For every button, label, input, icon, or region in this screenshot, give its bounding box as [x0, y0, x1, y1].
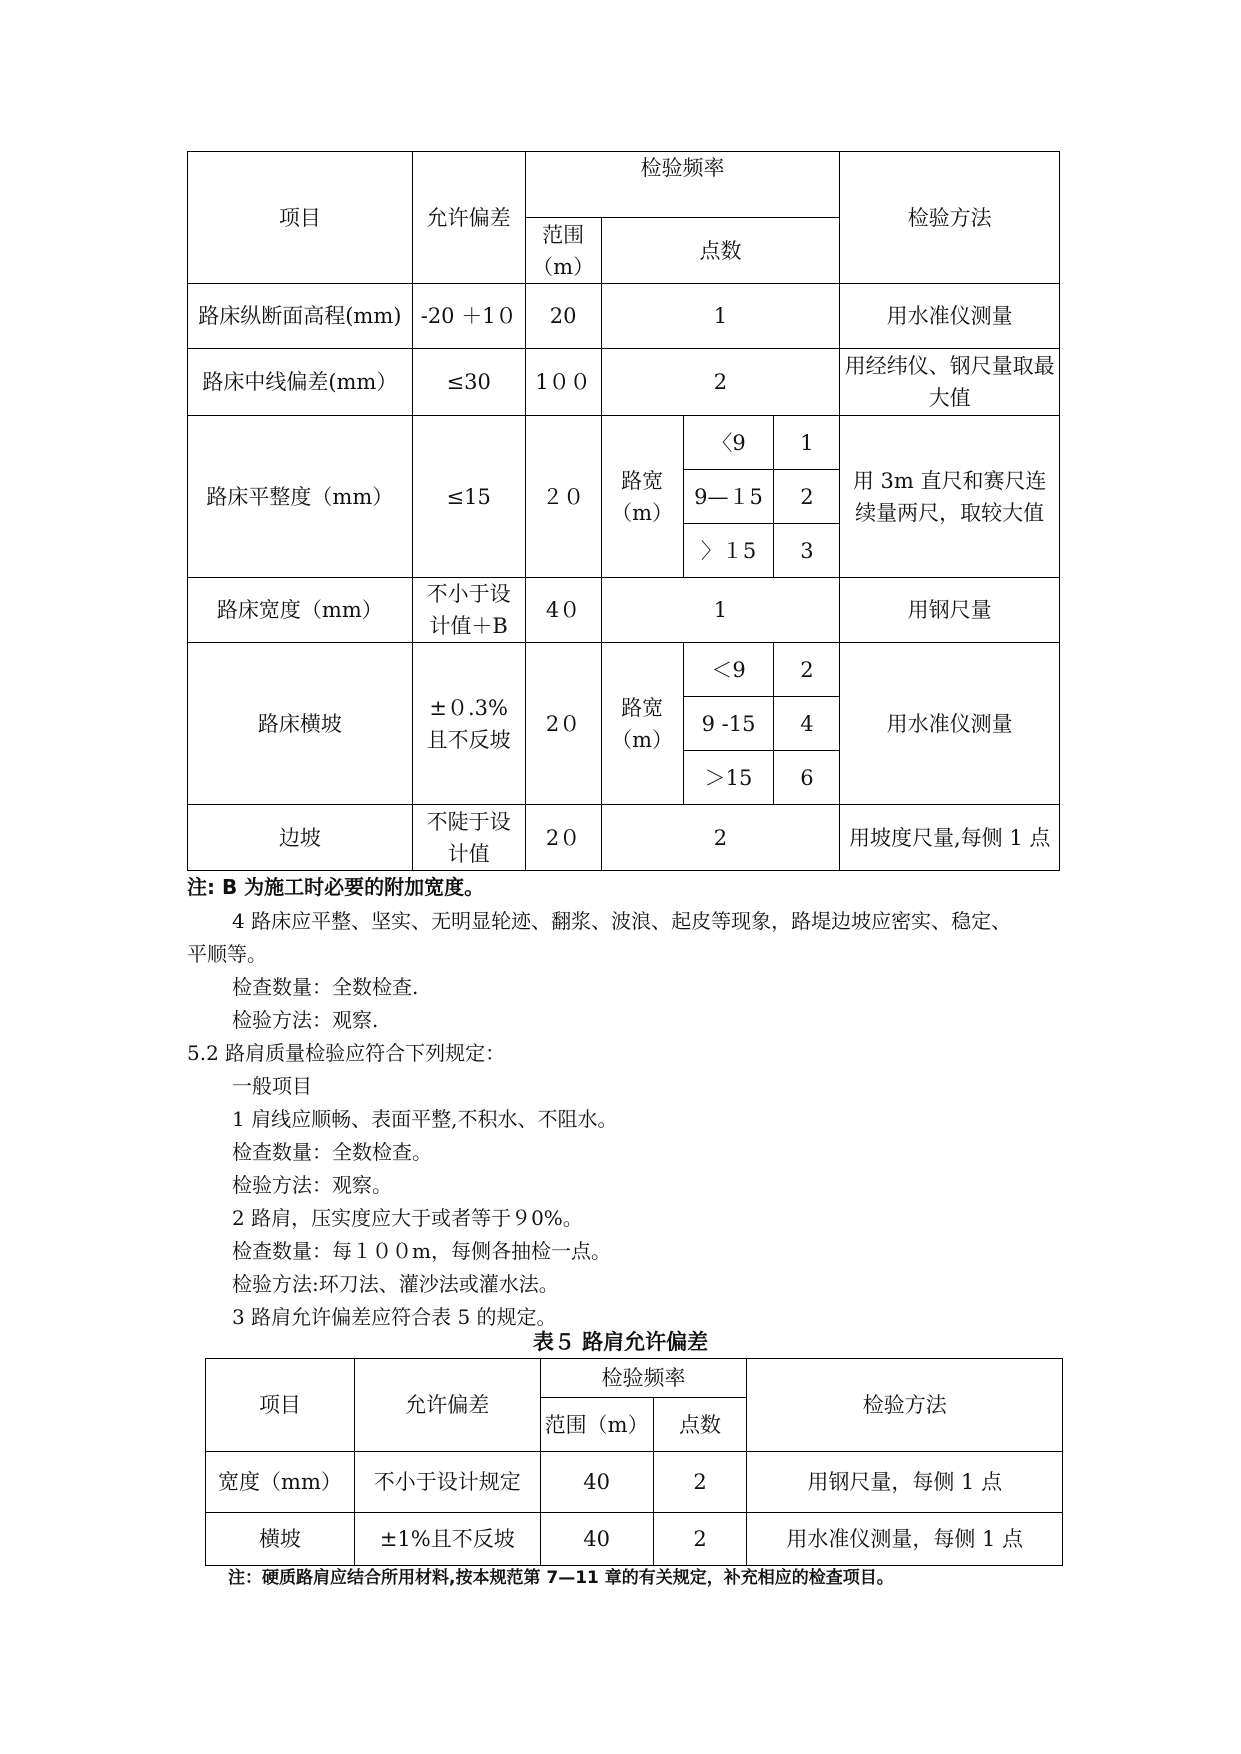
- row-sub-label: 路宽（m）: [601, 643, 683, 805]
- table-row: [206, 1452, 1063, 1513]
- row-method: 用 3m 直尺和赛尺连续量两尺，取较大值: [840, 416, 1060, 578]
- paragraph: 检验方法：观察.: [232, 1008, 379, 1032]
- table-row: [188, 643, 1060, 697]
- table-subgrade-tolerance: [187, 151, 1060, 871]
- row-range: 2０: [525, 805, 601, 871]
- header-method: 检验方法: [840, 152, 1060, 284]
- row-range: 2０: [525, 643, 601, 805]
- row-range: 20: [525, 284, 601, 349]
- section-heading: 5.2 路肩质量检验应符合下列规定：: [187, 1041, 506, 1065]
- row-width-points: 6: [774, 751, 840, 805]
- row-width-range: 9—１5: [683, 470, 774, 524]
- row-item: 路床平整度（mm）: [188, 416, 413, 578]
- row-tolerance: ±1%且不反坡: [354, 1513, 540, 1566]
- paragraph: 检查数量：全数检查。: [232, 1140, 432, 1164]
- row-method: 用钢尺量: [840, 578, 1060, 643]
- row-item: 边坡: [188, 805, 413, 871]
- row-method: 用水准仪测量: [840, 643, 1060, 805]
- row-points: 1: [601, 578, 840, 643]
- paragraph: 检验方法：观察。: [232, 1173, 392, 1197]
- row-width-range: ＜9: [683, 643, 774, 697]
- row-tolerance: ±０.3% 且不反坡: [412, 643, 525, 805]
- header-tolerance: 允许偏差: [354, 1359, 540, 1452]
- paragraph: 2 路肩，压实度应大于或者等于９0%。: [232, 1206, 583, 1230]
- header-range: 范围（m）: [525, 218, 601, 284]
- row-width-range: 〈9: [683, 416, 774, 470]
- row-width-points: 2: [774, 470, 840, 524]
- row-method: 用水准仪测量: [840, 284, 1060, 349]
- paragraph: 检查数量：全数检查.: [232, 975, 419, 999]
- header-item: 项目: [188, 152, 413, 284]
- row-range: 40: [540, 1452, 653, 1513]
- row-range: 4０: [525, 578, 601, 643]
- paragraph: 检查数量：每１００m，每侧各抽检一点。: [232, 1239, 611, 1263]
- row-width-range: ＞15: [683, 751, 774, 805]
- table-note: 注：硬质路肩应结合所用材料,按本规范第 7—11 章的有关规定，补充相应的检查项目。: [228, 1568, 894, 1588]
- table-title: 表５ 路肩允许偏差: [532, 1330, 709, 1354]
- row-tolerance: -20 ＋1０: [412, 284, 525, 349]
- table-row: [188, 805, 1060, 871]
- header-frequency: 检验频率: [540, 1359, 747, 1398]
- header-frequency: 检验频率: [525, 152, 840, 218]
- paragraph: 1 肩线应顺畅、表面平整,不积水、不阻水。: [232, 1107, 618, 1131]
- row-points: 2: [653, 1513, 747, 1566]
- table-shoulder-tolerance: [205, 1358, 1063, 1566]
- row-item: 路床纵断面高程(mm): [188, 284, 413, 349]
- row-range: ２０: [525, 416, 601, 578]
- row-item: 路床中线偏差(mm）: [188, 349, 413, 416]
- header-item: 项目: [206, 1359, 355, 1452]
- header-tolerance: 允许偏差: [412, 152, 525, 284]
- row-tolerance: ≤15: [412, 416, 525, 578]
- row-width-points: 4: [774, 697, 840, 751]
- row-width-points: 2: [774, 643, 840, 697]
- row-tolerance: ≤30: [412, 349, 525, 416]
- row-tolerance: 不小于设计规定: [354, 1452, 540, 1513]
- paragraph: 4 路床应平整、坚实、无明显轮迹、翻浆、波浪、起皮等现象，路堤边坡应密实、稳定、: [232, 909, 1012, 933]
- row-range: 40: [540, 1513, 653, 1566]
- table-row: [188, 578, 1060, 643]
- row-width-range: 9 -15: [683, 697, 774, 751]
- row-points: 2: [653, 1452, 747, 1513]
- table-row: [188, 284, 1060, 349]
- header-points: 点数: [601, 218, 840, 284]
- table-row: [206, 1513, 1063, 1566]
- row-width-points: 1: [774, 416, 840, 470]
- paragraph: 检验方法:环刀法、灌沙法或灌水法。: [232, 1272, 559, 1296]
- row-tolerance: 不小于设计值＋B: [412, 578, 525, 643]
- row-item: 宽度（mm）: [206, 1452, 355, 1513]
- header-range: 范围（m）: [540, 1398, 653, 1452]
- row-item: 路床横坡: [188, 643, 413, 805]
- row-width-range: 〉１5: [683, 524, 774, 578]
- header-points: 点数: [653, 1398, 747, 1452]
- header-method: 检验方法: [747, 1359, 1063, 1452]
- row-points: 2: [601, 349, 840, 416]
- row-method: 用钢尺量，每侧 1 点: [747, 1452, 1063, 1513]
- row-item: 横坡: [206, 1513, 355, 1566]
- row-points: 1: [601, 284, 840, 349]
- table-row: [188, 416, 1060, 470]
- table-note: 注: B 为施工时必要的附加宽度。: [187, 875, 485, 899]
- table-row: [188, 349, 1060, 416]
- paragraph: 3 路肩允许偏差应符合表 5 的规定。: [232, 1305, 557, 1329]
- row-range: 1００: [525, 349, 601, 416]
- row-method: 用经纬仪、钢尺量取最大值: [840, 349, 1060, 416]
- paragraph: 平顺等。: [187, 942, 267, 966]
- row-method: 用坡度尺量,每侧 1 点: [840, 805, 1060, 871]
- paragraph: 一般项目: [232, 1074, 312, 1098]
- row-item: 路床宽度（mm）: [188, 578, 413, 643]
- row-points: 2: [601, 805, 840, 871]
- row-tolerance: 不陡于设计值: [412, 805, 525, 871]
- row-sub-label: 路宽（m）: [601, 416, 683, 578]
- row-width-points: 3: [774, 524, 840, 578]
- row-method: 用水准仪测量，每侧 1 点: [747, 1513, 1063, 1566]
